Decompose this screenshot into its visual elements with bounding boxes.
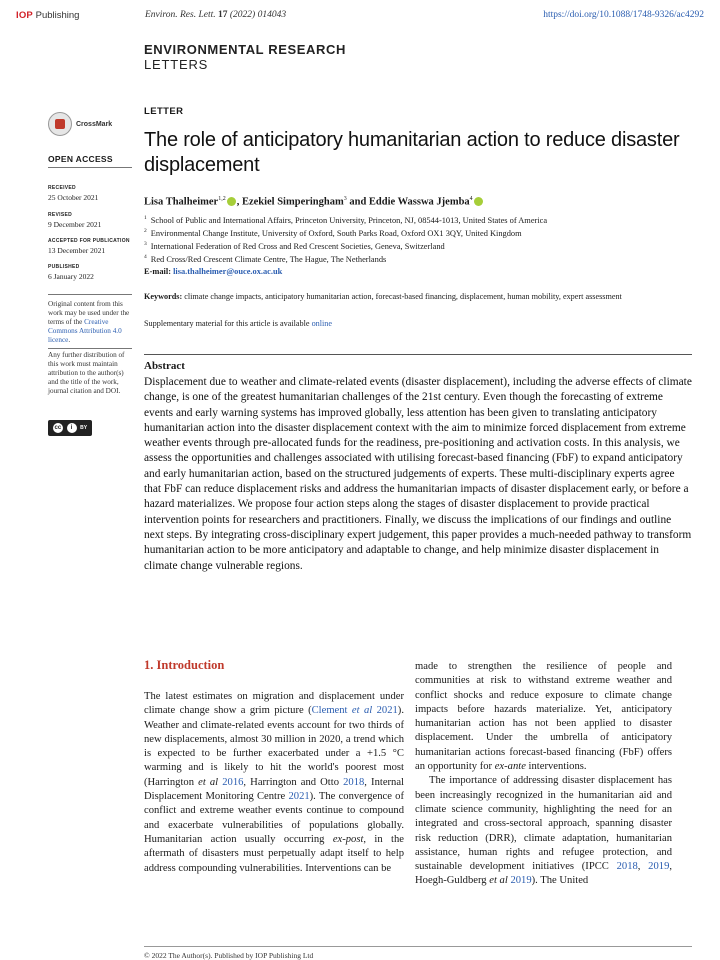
citation-link[interactable]: 2018 [616,861,638,873]
citation-link[interactable]: 2021 [288,791,310,803]
email-link[interactable]: lisa.thalheimer@ouce.ox.ac.uk [173,267,283,276]
cc-licence-link[interactable]: Creative Commons Attribution 4.0 licence [48,318,122,345]
divider [48,348,132,349]
date-value-revised: 9 December 2021 [48,220,102,229]
article-type: LETTER [144,106,184,117]
section-heading: 1. Introduction [144,658,225,672]
contact-email: E-mail: lisa.thalheimer@ouce.ox.ac.uk [144,267,283,276]
attribution-person-icon: i [67,423,77,433]
divider [144,946,692,947]
citation-link[interactable]: 2019 [507,875,532,887]
iop-publishing-logo: IOP Publishing [16,10,80,21]
body-column-left [144,690,404,876]
creative-commons-icon: cc [54,425,62,431]
doi-link[interactable]: https://doi.org/10.1088/1748-9326/ac4292 [543,10,704,20]
divider [144,354,692,355]
orcid-icon[interactable] [474,197,483,206]
cc-by-badge[interactable]: cc i BY [48,420,92,436]
crossmark-badge[interactable]: CrossMark [48,112,112,136]
date-label-received: RECEIVED [48,185,76,191]
divider [48,294,132,295]
paragraph: The latest estimates on migration and displacement under climate change show a grim picture (Clement et al 2021). Weather and climate-related events account for two thirds of new displacements, almost 30 million in 2020, a trend which is expected to be further exacerbated under a +1.5 °C warming and is likely to hit the world's poorest most (Harrington et al 2016, Harrington and Otto 2018, Internal Displacement Monitoring Centre 2021). The convergence of conflict and extreme weather events continue to compound and exacerbate vulnerabilities of populations globally. Humanitarian action usually occurring ex-post, in the aftermath of disasters must perpetually adapt itself to help address compounding vulnerabilities. Interventions can be [144,691,404,874]
crossmark-icon [48,112,72,136]
date-label-published: PUBLISHED [48,264,80,270]
date-label-revised: REVISED [48,212,73,218]
divider [48,167,132,168]
keywords: Keywords: climate change impacts, anticipatory humanitarian action, forecast-based financing, displacement, human mobility, expert assessment [144,292,622,301]
copyright-footer: © 2022 The Author(s). Published by IOP Publishing Ltd [144,951,314,960]
journal-name: ENVIRONMENTAL RESEARCH LETTERS [144,42,346,72]
affiliation: $^4$ Red Cross/Red Crescent Climate Centre, The Hague, The Netherlands [144,254,387,264]
author-list: Lisa Thalheimer$^{1,2}$ , Ezekiel Simperingham$^3$ and Eddie Wasswa Jjemba$^4$ [144,196,484,208]
abstract-heading: Abstract [144,360,185,372]
body-column-right [415,660,672,889]
author-name[interactable]: Ezekiel Simperingham [241,196,344,208]
author-name[interactable]: Lisa Thalheimer [144,196,219,208]
paragraph: made to strengthen the resilience of people and communities at risk to withstand extreme weather and conflict shocks and reduce exposure to climate change impacts before hazards materialize. Yet, anticipatory humanitarian action has not been applied to disaster displacement. Under the umbrella of anticipatory humanitarian actions forecast-based financing (FbF) offers an opportunity for ex-ante interventions. [415,661,672,773]
journal-citation: Environ. Res. Lett. 17 (2022) 014043 [145,10,287,20]
open-access-label: OPEN ACCESS [48,154,113,164]
paragraph: The importance of addressing disaster displacement has been increasingly recognized in the humanitarian aid and climate science community, highlighting the need for an integrated and cross-sectoral approach, spanning disaster risk reduction (DRR), climate adaptation, humanitarian assistance, human rights and refugee protection, and sustainable development initiatives (IPCC 2018, 2019, Hoegh-Guldberg et al 2019). The United [415,775,673,887]
date-value-received: 25 October 2021 [48,193,99,202]
citation-link[interactable]: 2019 [648,861,670,873]
citation-link[interactable]: 2016 [218,776,244,788]
affiliation: $^2$ Environmental Change Institute, University of Oxford, South Parks Road, Oxford OX1 3QY, United Kingdom [144,228,522,238]
article-title: The role of anticipatory humanitarian action to reduce disaster displacement [144,129,680,176]
affiliation: $^1$ School of Public and International Affairs, Princeton University, Princeton, NJ, 08544-1013, United States of America [144,215,548,225]
author-name[interactable]: Eddie Wasswa Jjemba [368,196,470,208]
supplementary-link[interactable]: online [311,319,333,328]
date-value-accepted: 13 December 2021 [48,246,106,255]
distribution-notice: Any further distribution of this work must maintain attribution to the author(s) and the title of the work, journal citation and DOI. [48,351,125,396]
date-label-accepted: ACCEPTED FOR PUBLICATION [48,238,130,244]
date-value-published: 6 January 2022 [48,272,94,281]
supplementary-note: Supplementary material for this article is available online [144,319,333,328]
orcid-icon[interactable] [227,197,236,206]
affiliation: $^3$ International Federation of Red Cross and Red Crescent Societies, Geneva, Switzerland [144,241,445,251]
license-text: Original content from this work may be used under the terms of the Creative Commons Attribution 4.0 licence. [48,300,130,345]
affiliations [144,213,547,265]
citation-link[interactable]: Clement et al 2021 [311,705,398,717]
citation-link[interactable]: 2018 [343,776,365,788]
abstract-text: Displacement due to weather and climate-related events (disaster displacement), including the adverse effects of climate change, is one of the greatest humanitarian challenges of the 21st century. Even though the forecasting of extreme events and early warning systems has improved globally, less attention has been given to translating anticipatory humanitarian action into the disaster displacement context with the aim to minimize forced displacement from extreme weather events through pre-allocated funds for the readiness, pre-positioning and activation costs. In this analysis, we assess the opportunities and challenges associated with utilising forecast-based financing (FbF) to expand anticipatory and early humanitarian action, based on the structured judgements of experts. These multi-disciplinary experts agree that FbF can reduce displacement risks and address the humanitarian impacts of disaster displacement early, or before a hazard materializes. We propose four action steps along the stages of disaster displacement to provide practical intervention points for researchers and practitioners. Finally, we discuss the implications of our findings and outline next steps. By integrating cross-disciplinary expert judgement, this paper provides a much-needed pathway to transform humanitarian action to be more anticipatory and adaptable to change, and help minimize disaster displacement in climate change vulnerable regions. [144,376,692,572]
